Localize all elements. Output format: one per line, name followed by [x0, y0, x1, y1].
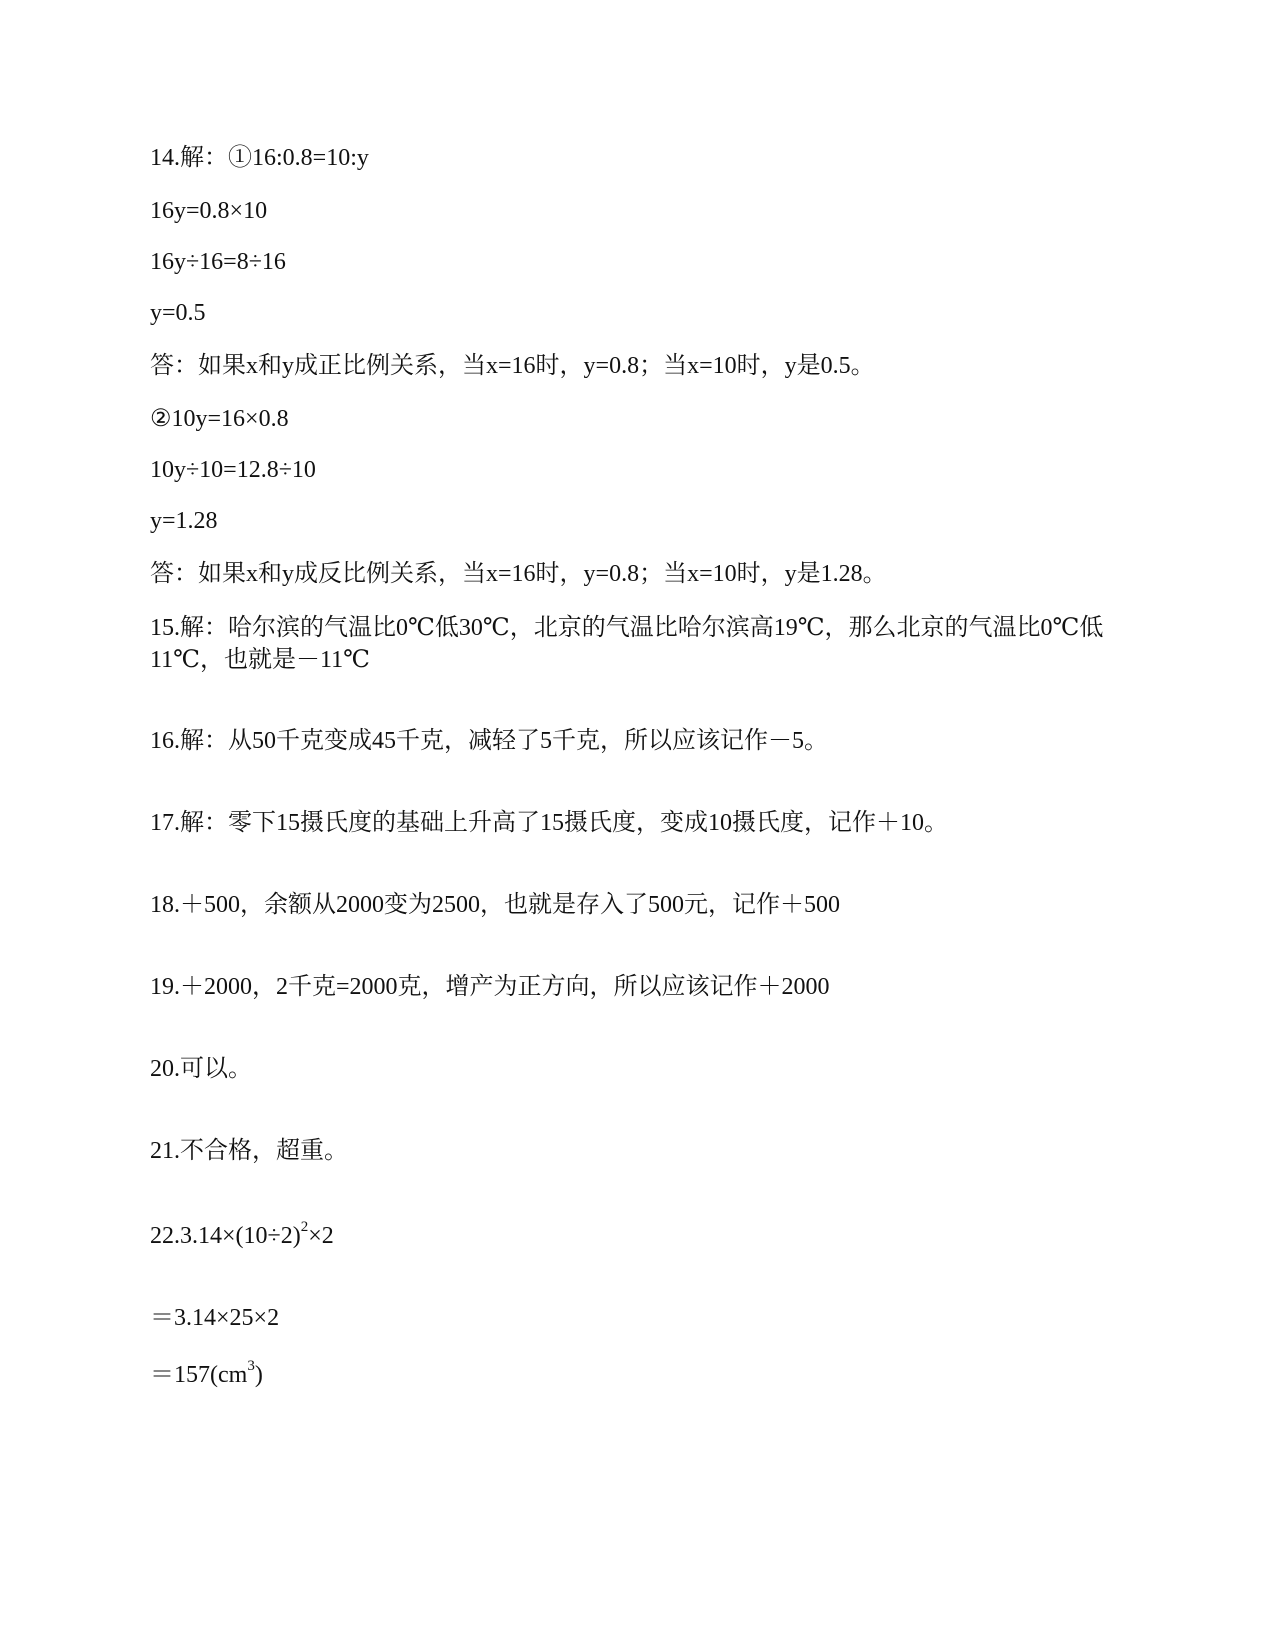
q14-line-8: y=1.28	[150, 508, 218, 534]
q22-cube-exponent: 3	[247, 1358, 255, 1374]
q14-line-2: 16y=0.8×10	[150, 198, 268, 224]
q22-expression-tail: ×2	[308, 1223, 334, 1249]
q14-answer-2: 答：如果x和y成反比例关系，当x=16时，y=0.8；当x=10时，y是1.28。	[150, 561, 887, 587]
q14-line-4: y=0.5	[150, 300, 206, 326]
q14-line-3: 16y÷16=8÷16	[150, 249, 286, 275]
q14-line-7: 10y÷10=12.8÷10	[150, 457, 316, 483]
q19-answer: 19.＋2000，2千克=2000克，增产为正方向，所以应该记作＋2000	[150, 974, 830, 1000]
q16-answer: 16.解：从50千克变成45千克，减轻了5千克，所以应该记作－5。	[150, 728, 828, 754]
q22-line-1	[150, 1220, 1140, 1252]
q22-result-tail: )	[254, 1362, 263, 1388]
q14-line-1: 14.解：①16:0.8=10:y	[150, 145, 369, 171]
q22-square-exponent: 2	[300, 1219, 309, 1235]
q21-answer: 21.不合格，超重。	[150, 1138, 348, 1164]
q22-line-3	[150, 1359, 1140, 1391]
q18-answer: 18.＋500，余额从2000变为2500，也就是存入了500元，记作＋500	[150, 892, 840, 918]
q22-result: ＝157(cm	[150, 1362, 248, 1388]
q22-line-2: ＝3.14×25×2	[150, 1305, 280, 1331]
q17-answer: 17.解：零下15摄氏度的基础上升高了15摄氏度，变成10摄氏度，记作＋10。	[150, 810, 948, 836]
q22-expression: 22.3.14×(10÷2)	[150, 1223, 301, 1249]
q20-answer: 20.可以。	[150, 1056, 252, 1082]
q15-answer: 15.解：哈尔滨的气温比0℃低30℃，北京的气温比哈尔滨高19℃，那么北京的气温比0℃低11℃，也就是－11℃	[150, 615, 1104, 673]
q14-line-6: ②10y=16×0.8	[150, 406, 289, 432]
q14-answer-1: 答：如果x和y成正比例关系，当x=16时，y=0.8；当x=10时，y是0.5。	[150, 353, 875, 379]
